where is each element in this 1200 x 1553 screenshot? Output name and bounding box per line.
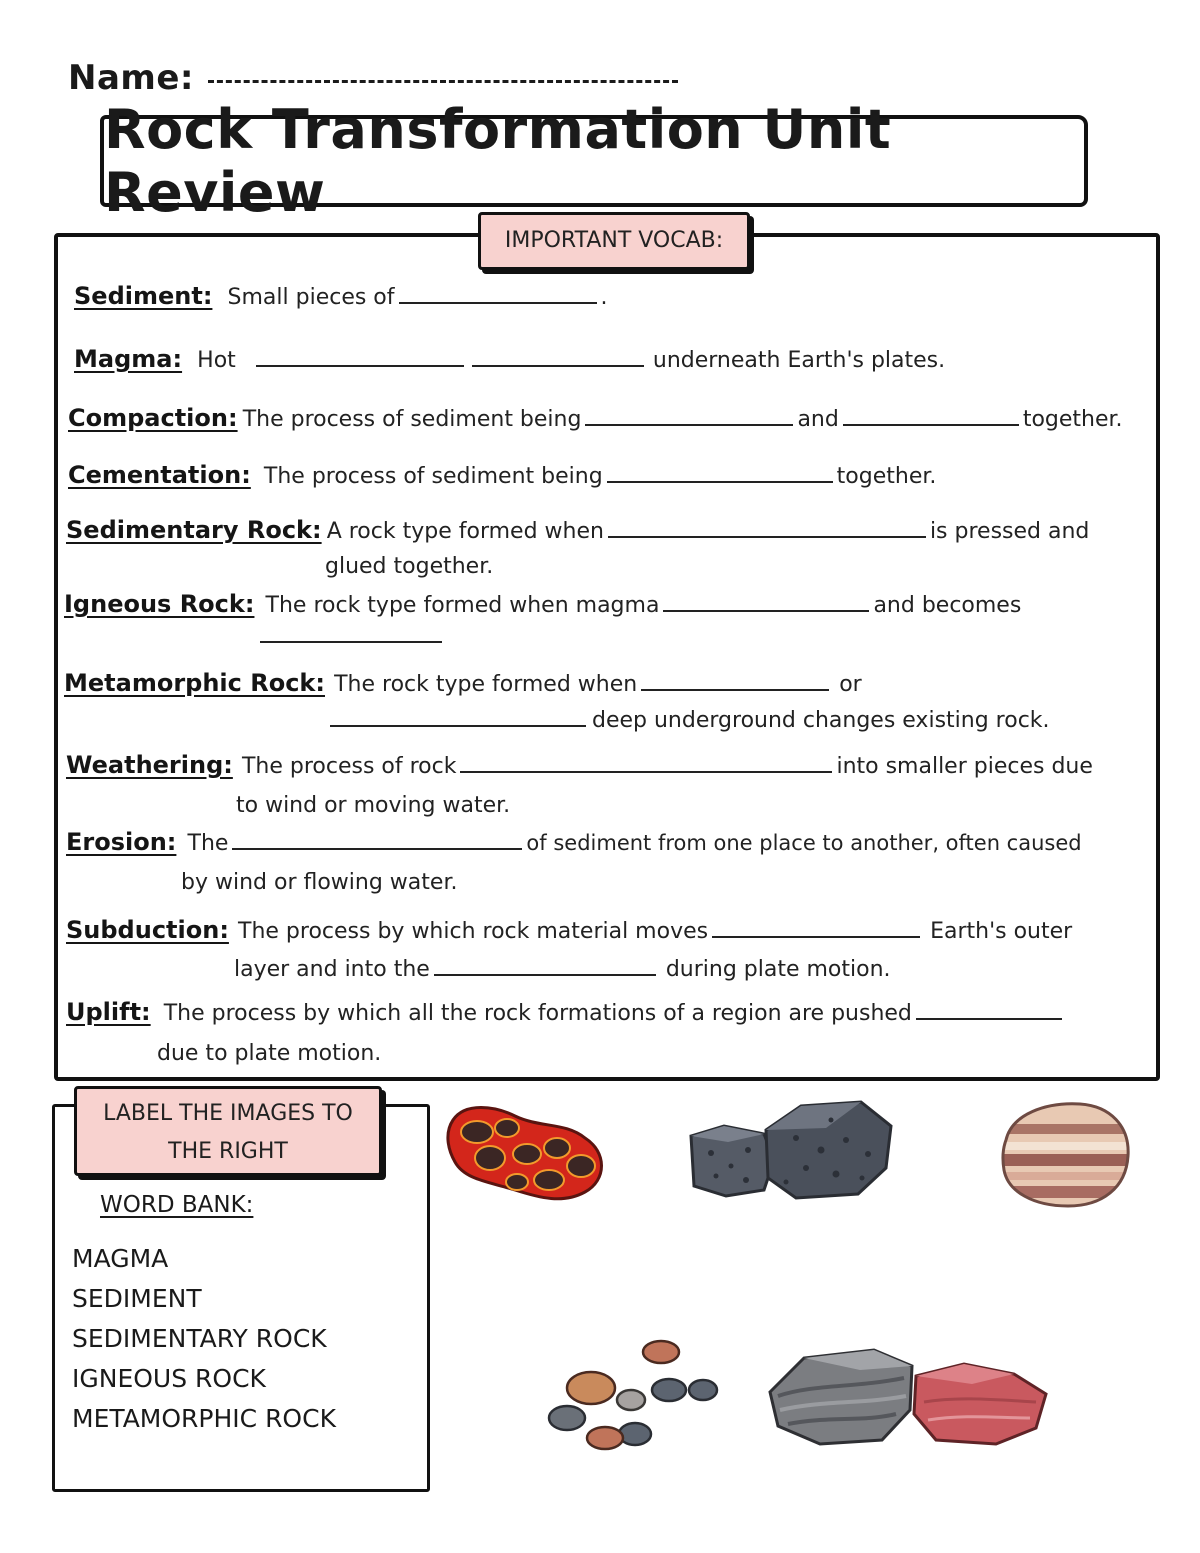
def-text: Hot — [197, 348, 236, 373]
def-text: due to plate motion. — [157, 1041, 382, 1066]
vocab-erosion — [66, 828, 1082, 856]
term-weathering: Weathering: — [66, 751, 233, 779]
vocab-metamorphic-rock-cont — [330, 708, 1050, 733]
vocab-subduction-cont — [234, 957, 891, 982]
word-bank-title: WORD BANK: — [100, 1192, 254, 1218]
term-igneous-rock: Igneous Rock: — [64, 590, 255, 618]
word-bank-item: SEDIMENTARY ROCK — [72, 1324, 327, 1353]
def-text: The process of rock — [241, 754, 457, 779]
vocab-weathering — [66, 751, 1093, 779]
def-text: . — [600, 285, 608, 310]
vocab-tag: IMPORTANT VOCAB: — [478, 212, 750, 270]
def-text: by wind or flowing water. — [181, 870, 458, 895]
def-text: Earth's outer — [930, 919, 1073, 944]
vocab-uplift-cont — [157, 1041, 381, 1066]
tag-line: THE RIGHT — [168, 1139, 288, 1164]
def-text: The process by which rock material moves — [238, 919, 709, 944]
term-sedimentary-rock: Sedimentary Rock: — [66, 516, 322, 544]
def-text: during plate motion. — [665, 957, 891, 982]
vocab-igneous-rock-cont — [260, 628, 442, 647]
term-erosion: Erosion: — [66, 828, 177, 856]
vocab-subduction — [66, 916, 1072, 944]
sedimentary-rock-icon — [998, 1100, 1133, 1210]
word-bank-item: IGNEOUS ROCK — [72, 1364, 266, 1393]
igneous-rock-icon — [686, 1098, 901, 1203]
word-bank-item: METAMORPHIC ROCK — [72, 1404, 336, 1433]
def-text: The rock type formed when — [334, 672, 638, 697]
answer-blank[interactable] — [434, 973, 656, 976]
answer-blank[interactable] — [663, 609, 869, 612]
name-field[interactable] — [68, 58, 678, 98]
vocab-sediment — [74, 282, 608, 310]
page-title: Rock Transformation Unit Review — [104, 98, 892, 224]
vocab-compaction — [68, 404, 1123, 432]
def-text: The process by which all the rock formations of a region are pushed — [163, 1001, 912, 1026]
def-text: The — [187, 831, 229, 856]
answer-blank[interactable] — [472, 364, 644, 367]
answer-blank[interactable] — [608, 535, 926, 538]
def-text: into smaller pieces due — [836, 754, 1093, 779]
def-text: underneath Earth's plates. — [652, 348, 946, 373]
name-label: Name: — [68, 58, 194, 98]
term-cementation: Cementation: — [68, 461, 251, 489]
def-text: of sediment from one place to another, often caused — [526, 831, 1082, 855]
def-text: Small pieces of — [227, 285, 395, 310]
def-text: glued together. — [325, 554, 494, 579]
answer-blank[interactable] — [585, 423, 793, 426]
def-text: together. — [836, 464, 937, 489]
def-text: The process of sediment being — [242, 407, 582, 432]
vocab-magma — [74, 345, 945, 373]
vocab-cementation — [68, 461, 936, 489]
def-text: and — [797, 407, 839, 432]
magma-icon — [445, 1100, 610, 1205]
vocab-erosion-cont — [181, 870, 457, 895]
answer-blank[interactable] — [399, 301, 597, 304]
vocab-igneous-rock — [64, 590, 1021, 618]
def-text: is pressed and — [929, 519, 1090, 544]
word-bank-item: SEDIMENT — [72, 1284, 202, 1313]
def-text: A rock type formed when — [326, 519, 604, 544]
term-magma: Magma: — [74, 345, 183, 373]
def-text: The rock type formed when magma — [265, 593, 660, 618]
def-text: to wind or moving water. — [236, 793, 511, 818]
term-sediment: Sediment: — [74, 282, 213, 310]
answer-blank[interactable] — [232, 847, 522, 850]
tag-line: LABEL THE IMAGES TO — [103, 1101, 353, 1126]
label-images-tag — [74, 1086, 382, 1176]
title-box — [100, 98, 1088, 224]
answer-blank[interactable] — [607, 480, 833, 483]
word-bank-item: MAGMA — [72, 1244, 169, 1273]
vocab-sedimentary-rock — [66, 516, 1089, 544]
name-blank[interactable] — [208, 80, 678, 83]
answer-blank[interactable] — [260, 640, 442, 643]
answer-blank[interactable] — [843, 423, 1019, 426]
metamorphic-rock-icon — [764, 1344, 1054, 1450]
sediment-icon — [543, 1336, 723, 1454]
def-text: The process of sediment being — [263, 464, 603, 489]
answer-blank[interactable] — [460, 770, 832, 773]
answer-blank[interactable] — [916, 1017, 1062, 1020]
vocab-weathering-cont — [236, 793, 510, 818]
answer-blank[interactable] — [330, 724, 586, 727]
vocab-sedimentary-rock-cont — [325, 554, 493, 579]
term-uplift: Uplift: — [66, 998, 151, 1026]
def-text: together. — [1022, 407, 1123, 432]
vocab-metamorphic-rock — [64, 669, 862, 697]
answer-blank[interactable] — [256, 364, 464, 367]
term-metamorphic-rock: Metamorphic Rock: — [64, 669, 325, 697]
answer-blank[interactable] — [641, 688, 829, 691]
def-text: and becomes — [873, 593, 1022, 618]
term-subduction: Subduction: — [66, 916, 229, 944]
answer-blank[interactable] — [712, 935, 920, 938]
def-text: deep underground changes existing rock. — [592, 708, 1050, 733]
term-compaction: Compaction: — [68, 404, 238, 432]
def-text: or — [839, 672, 862, 697]
def-text: layer and into the — [234, 957, 430, 982]
vocab-uplift — [66, 998, 1066, 1026]
